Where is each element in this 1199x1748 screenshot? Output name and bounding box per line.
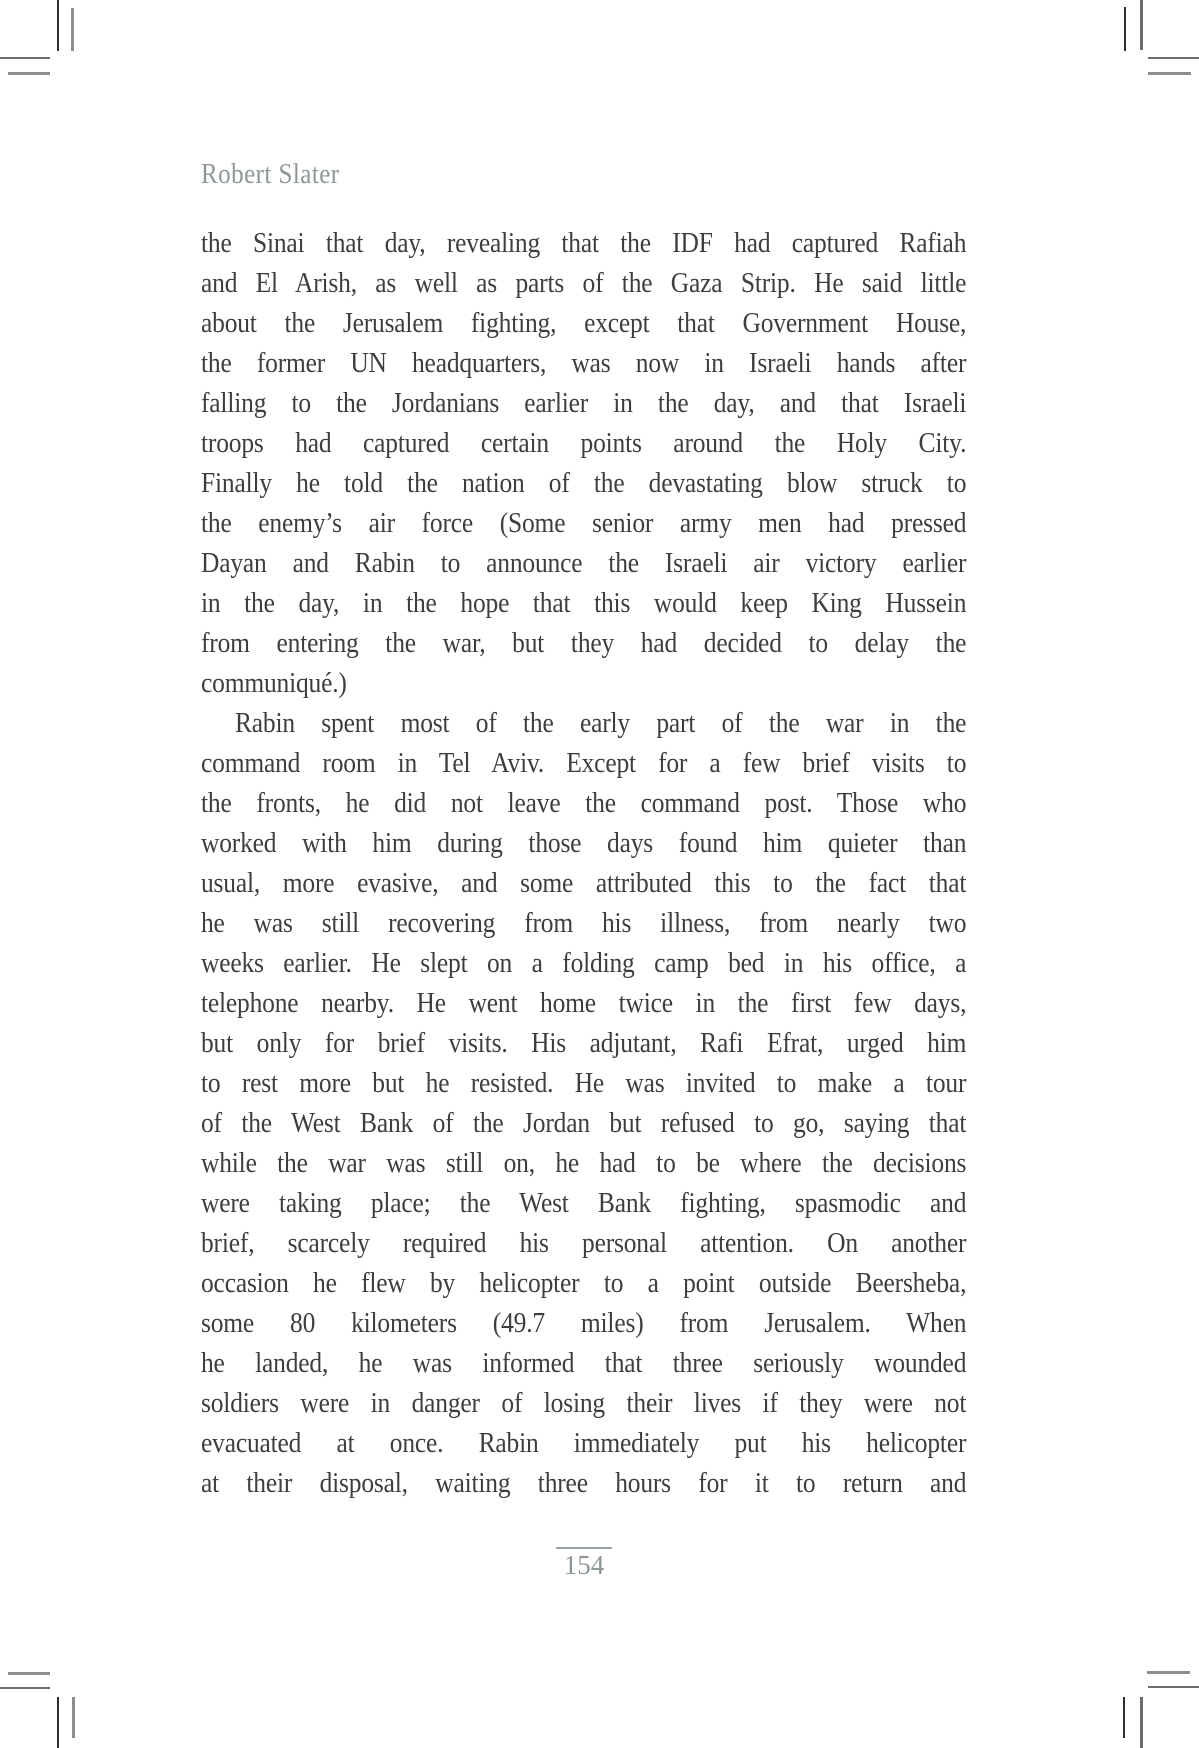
text-line: brief, scarcely required his personal attention. On another bbox=[201, 1228, 967, 1259]
text-line: the enemy’s air force (Some senior army men had pressed bbox=[201, 508, 967, 539]
crop-mark-top-left-vertical-2 bbox=[71, 8, 74, 51]
crop-mark-top-left-horizontal-1 bbox=[0, 57, 50, 59]
crop-mark-bottom-right-vertical-1 bbox=[1123, 1697, 1125, 1738]
text-line: soldiers were in danger of losing their lives if they were not bbox=[201, 1388, 967, 1419]
text-line: communiqué.) bbox=[201, 668, 347, 699]
text-line: from entering the war, but they had decided to delay the bbox=[201, 628, 967, 659]
crop-mark-bottom-left-vertical-1 bbox=[57, 1697, 59, 1748]
text-line: Dayan and Rabin to announce the Israeli air victory earlier bbox=[201, 548, 967, 579]
text-line: telephone nearby. He went home twice in the first few days, bbox=[201, 988, 967, 1019]
crop-mark-bottom-left-vertical-2 bbox=[72, 1697, 75, 1738]
crop-mark-top-right-vertical-2 bbox=[1140, 0, 1143, 50]
crop-mark-top-left-horizontal-2 bbox=[8, 72, 50, 75]
crop-mark-top-right-horizontal-2 bbox=[1148, 72, 1191, 75]
text-line: the fronts, he did not leave the command post. Those who bbox=[201, 788, 967, 819]
text-line: about the Jerusalem fighting, except that Government House, bbox=[201, 308, 967, 339]
text-line: he was still recovering from his illness, from nearly two bbox=[201, 908, 967, 939]
text-line: worked with him during those days found him quieter than bbox=[201, 828, 967, 859]
crop-mark-top-right-horizontal-1 bbox=[1148, 57, 1199, 59]
text-line: evacuated at once. Rabin immediately put his helicopter bbox=[201, 1428, 967, 1459]
page-number: 154 bbox=[556, 1547, 612, 1581]
crop-mark-bottom-left-horizontal-1 bbox=[8, 1672, 50, 1675]
text-line: at their disposal, waiting three hours for it to return and bbox=[201, 1468, 967, 1499]
text-line: and El Arish, as well as parts of the Gaza Strip. He said little bbox=[201, 268, 967, 299]
text-line: he landed, he was informed that three seriously wounded bbox=[201, 1348, 967, 1379]
text-line: while the war was still on, he had to be where the decisions bbox=[201, 1148, 967, 1179]
body-text-block bbox=[201, 224, 966, 1504]
text-line: Rabin spent most of the early part of the war in the bbox=[234, 708, 967, 739]
text-line: falling to the Jordanians earlier in the day, and that Israeli bbox=[201, 388, 967, 419]
text-line: in the day, in the hope that this would keep King Hussein bbox=[201, 588, 967, 619]
crop-mark-bottom-left-horizontal-2 bbox=[0, 1687, 50, 1689]
text-line: Finally he told the nation of the devastating blow struck to bbox=[201, 468, 967, 499]
text-line: usual, more evasive, and some attributed this to the fact that bbox=[201, 868, 967, 899]
crop-mark-top-left-vertical-1 bbox=[57, 0, 59, 51]
text-line: occasion he flew by helicopter to a point outside Beersheba, bbox=[201, 1268, 967, 1299]
text-line: the Sinai that day, revealing that the IDF had captured Rafiah bbox=[201, 228, 967, 259]
text-line: some 80 kilometers (49.7 miles) from Jerusalem. When bbox=[201, 1308, 967, 1339]
text-line: were taking place; the West Bank fighting, spasmodic and bbox=[201, 1188, 967, 1219]
text-line: the former UN headquarters, was now in Israeli hands after bbox=[201, 348, 967, 379]
running-header-author: Robert Slater bbox=[201, 159, 340, 190]
crop-mark-top-right-vertical-1 bbox=[1124, 7, 1126, 51]
text-line: command room in Tel Aviv. Except for a few brief visits to bbox=[201, 748, 967, 779]
text-line: but only for brief visits. His adjutant, Rafi Efrat, urged him bbox=[201, 1028, 967, 1059]
crop-mark-bottom-right-horizontal-1 bbox=[1147, 1671, 1190, 1674]
text-line: weeks earlier. He slept on a folding camp bed in his office, a bbox=[201, 948, 967, 979]
text-line: to rest more but he resisted. He was invited to make a tour bbox=[201, 1068, 967, 1099]
crop-mark-bottom-right-vertical-2 bbox=[1140, 1697, 1143, 1748]
crop-mark-bottom-right-horizontal-2 bbox=[1148, 1686, 1199, 1688]
text-line: troops had captured certain points around the Holy City. bbox=[201, 428, 967, 459]
text-line: of the West Bank of the Jordan but refused to go, saying that bbox=[201, 1108, 967, 1139]
